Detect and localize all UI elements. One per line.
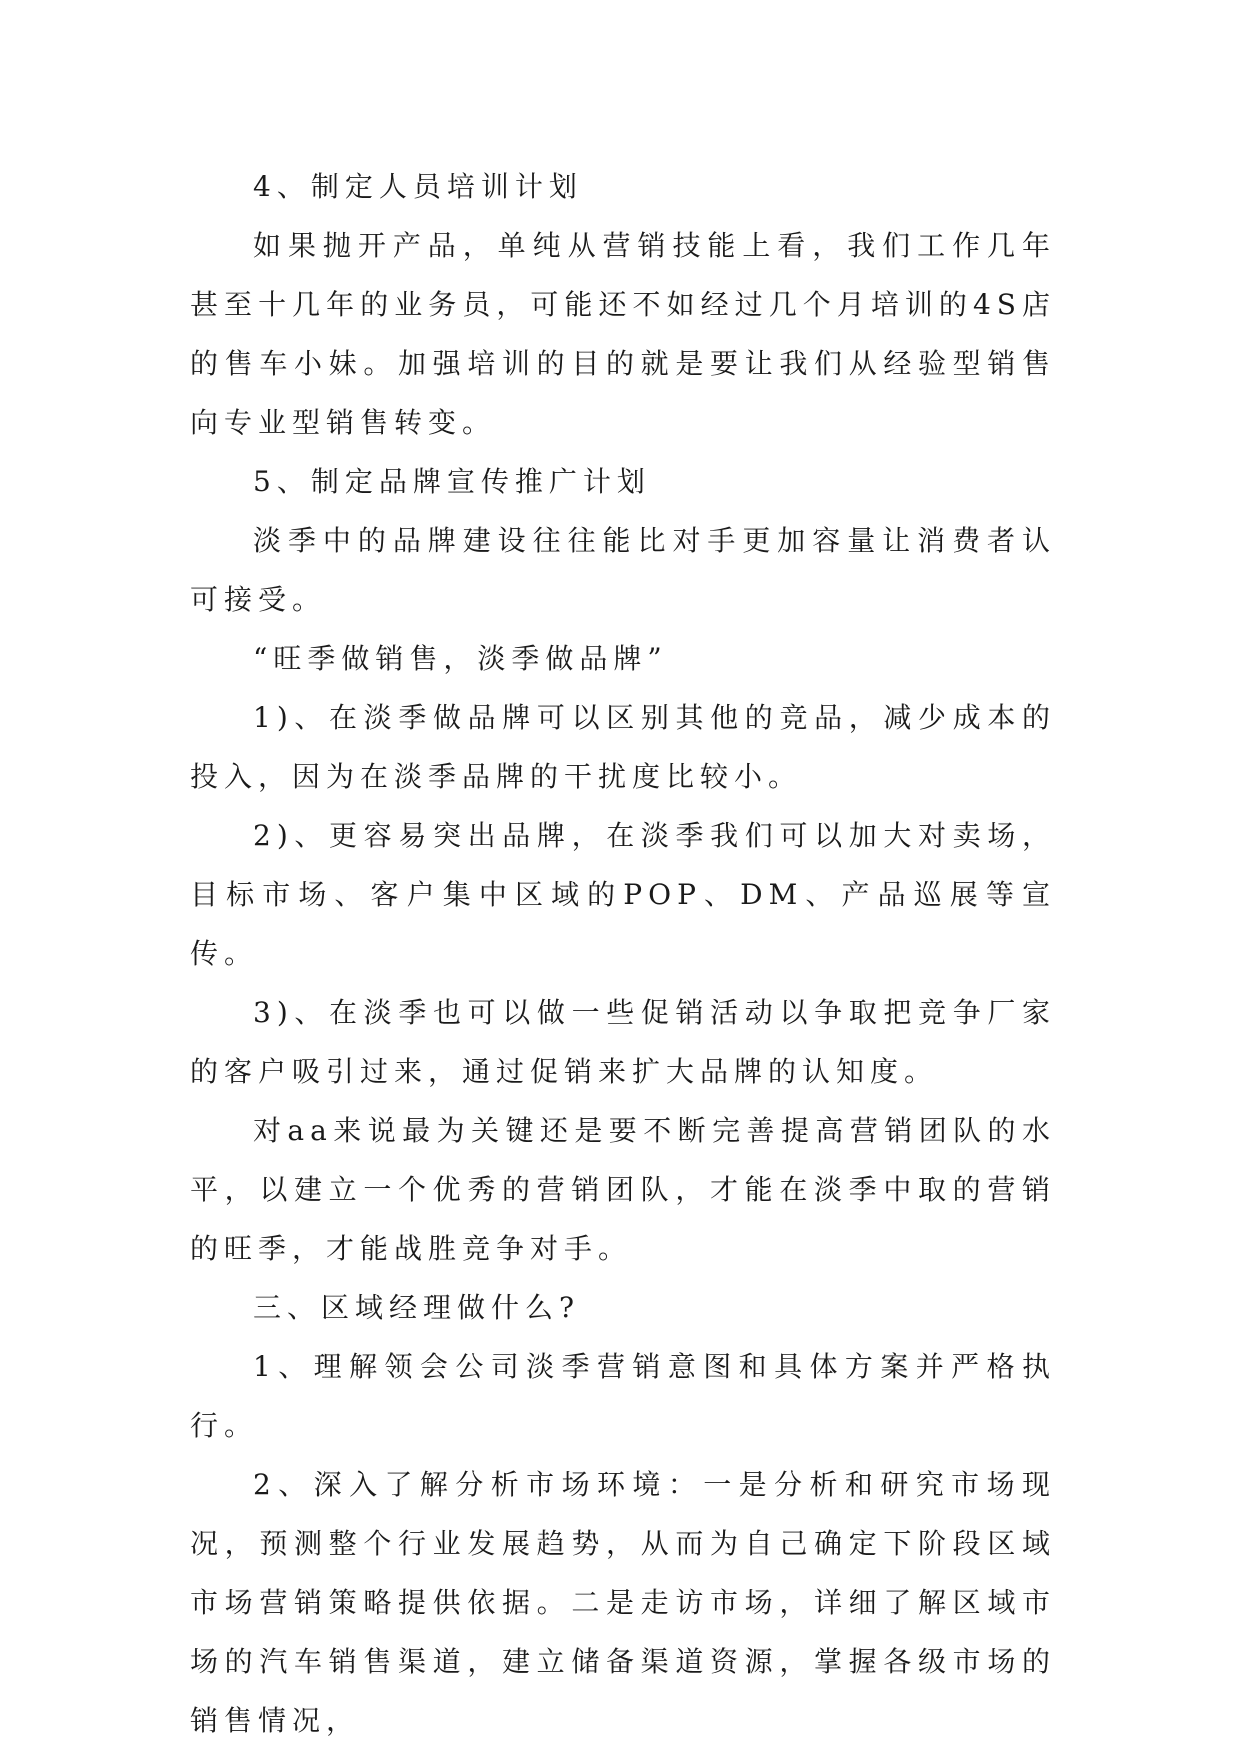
- paragraph-slogan: “旺季做销售，淡季做品牌”: [253, 642, 668, 675]
- paragraph-brand-building: 淡季中的品牌建设往往能比对手更加容量让消费者认可接受。: [190, 524, 1056, 616]
- heading-brand-plan: 5、制定品牌宣传推广计划: [253, 465, 651, 498]
- list-item-1: 1)、在淡季做品牌可以区别其他的竞品，减少成本的投入，因为在淡季品牌的干扰度比较小。: [190, 701, 1056, 793]
- heading-training-plan: 4、制定人员培训计划: [253, 170, 583, 203]
- paragraph-training-rationale: 如果抛开产品，单纯从营销技能上看，我们工作几年甚至十几年的业务员，可能还不如经过几个月培训的4S店的售车小妹。加强培训的目的就是要让我们从经验型销售向专业型销售转变。: [190, 229, 1056, 439]
- heading-regional-manager: 三、区域经理做什么?: [253, 1291, 581, 1324]
- list-item-3: 3)、在淡季也可以做一些促销活动以争取把竞争厂家的客户吸引过来，通过促销来扩大品牌的认知度。: [190, 996, 1056, 1088]
- paragraph-team-importance: 对aa来说最为关键还是要不断完善提高营销团队的水平，以建立一个优秀的营销团队，才能在淡季中取的营销的旺季，才能战胜竞争对手。: [190, 1114, 1056, 1265]
- list-item-2: 2)、更容易突出品牌，在淡季我们可以加大对卖场，目标市场、客户集中区域的POP、DM、产品巡展等宣传。: [190, 819, 1056, 970]
- document-body: [190, 157, 1056, 1750]
- paragraph-task-2: 2、深入了解分析市场环境：一是分析和研究市场现况，预测整个行业发展趋势，从而为自己确定下阶段区域市场营销策略提供依据。二是走访市场，详细了解区域市场的汽车销售渠道，建立储备渠道资源，掌握各级市场的销售情况，: [190, 1468, 1056, 1737]
- paragraph-task-1: 1、理解领会公司淡季营销意图和具体方案并严格执行。: [190, 1350, 1056, 1442]
